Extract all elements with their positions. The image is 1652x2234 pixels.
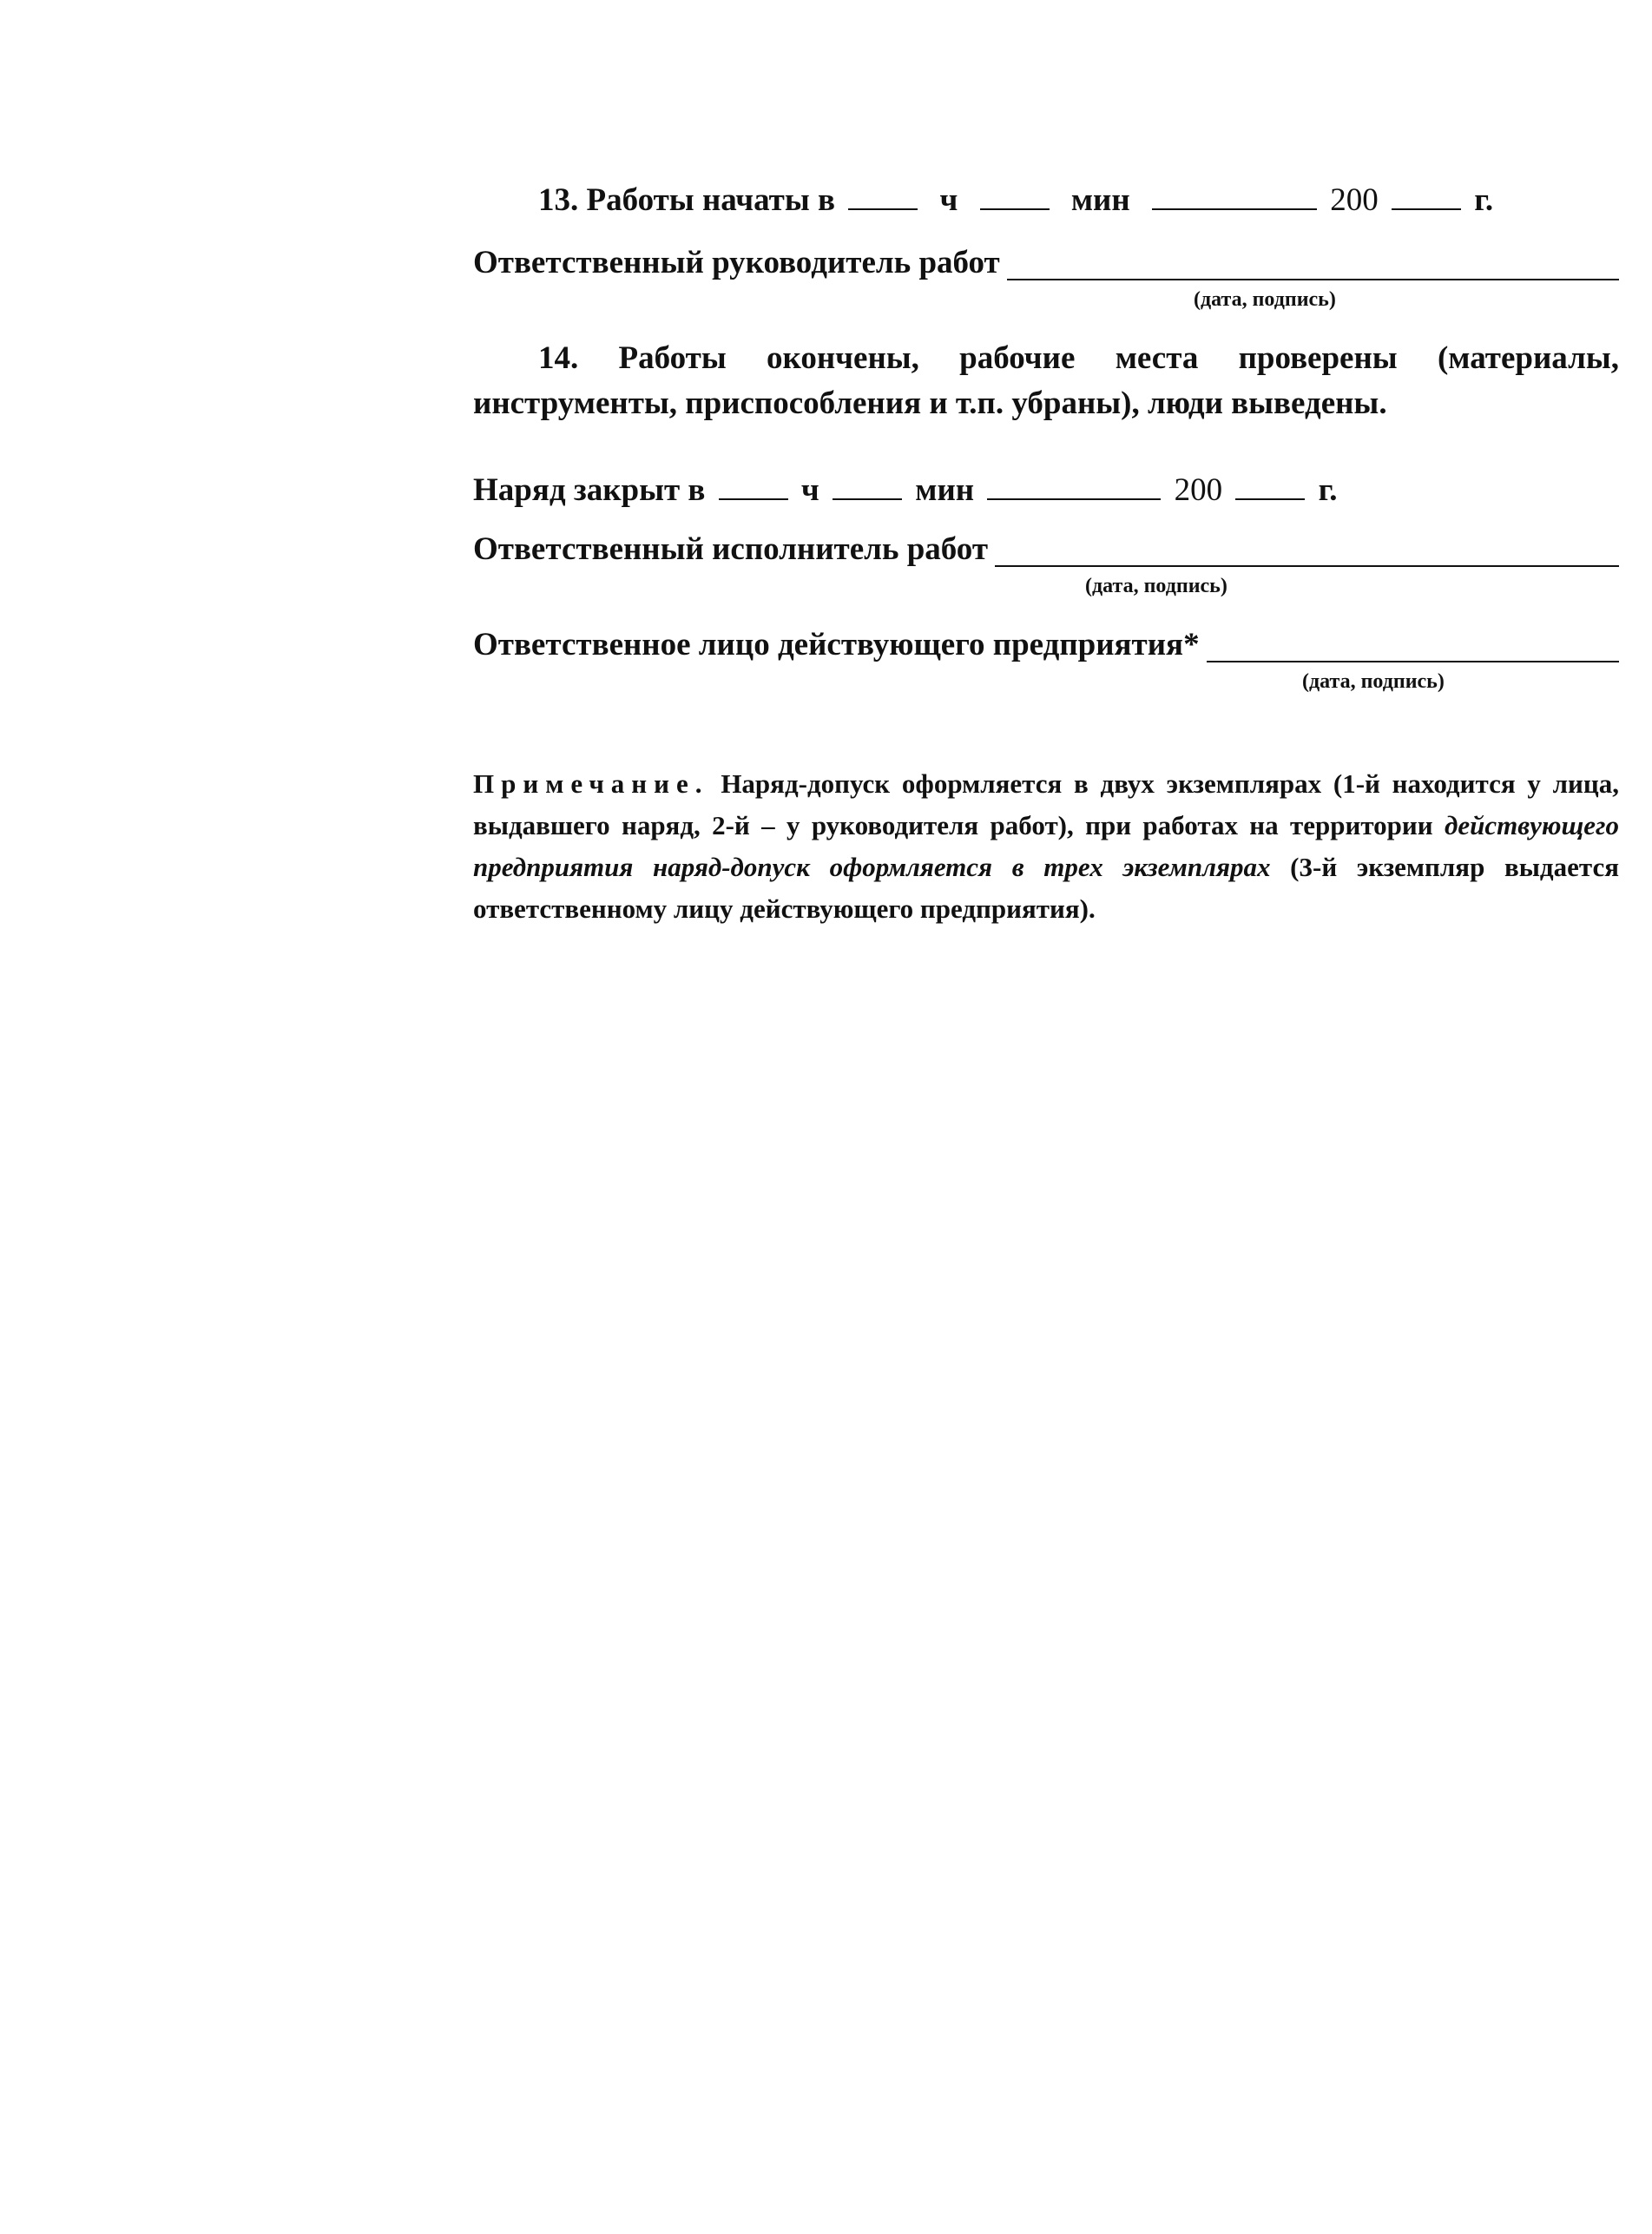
closed-hours-unit: ч [800,472,819,508]
item13-date-field[interactable] [1152,181,1317,210]
item14-paragraph: 14. Работы окончены, рабочие места проверены (материалы, инструменты, приспособления и т.п. убраны), люди выведены. [473,340,1619,421]
enterprise-signature-caption: (дата, подпись) [1302,670,1445,693]
item13-year-suffix: г. [1474,182,1494,218]
note-label: Примечание. [473,768,709,799]
item13-year-prefix: 200 [1330,182,1379,218]
item13-signature-field[interactable] [1007,251,1619,280]
item13-minutes-unit: мин [1070,182,1130,218]
item13-signature-row [473,241,1619,286]
enterprise-signature-label: Ответственное лицо действующего предприятия* [473,627,1200,662]
item13-year-field[interactable] [1392,181,1461,210]
closed-minutes-field[interactable] [833,471,902,500]
item13-prefix: 13. Работы начаты в [538,182,835,218]
closed-date-field[interactable] [987,471,1161,500]
permit-page [473,178,1619,930]
item13-minutes-field[interactable] [980,181,1050,210]
enterprise-signature-row [473,623,1619,668]
executor-signature-caption: (дата, подпись) [1085,575,1227,597]
note-paragraph [473,763,1619,930]
closed-year-suffix: г. [1318,472,1338,508]
executor-signature-label: Ответственный исполнитель работ [473,531,988,567]
closed-minutes-unit: мин [915,472,975,508]
closed-hours-field[interactable] [719,471,788,500]
item13-hours-unit: ч [939,182,958,218]
executor-signature-row [473,527,1619,572]
item13-line [473,178,1619,223]
note-text-italic: действующего предприятия наряд-допуск оформляется в трех экземплярах [473,810,1619,882]
closed-prefix: Наряд закрыт в [473,472,706,508]
note-text-1: Наряд-допуск оформляется в двух экземплярах (1-й находится у лица, выдавшего наряд, 2-й – у руководителя работ), при работах на территории [473,768,1619,840]
enterprise-signature-field[interactable] [1207,633,1619,662]
item13-signature-label: Ответственный руководитель работ [473,245,1000,280]
closed-year-field[interactable] [1235,471,1305,500]
item13-hours-field[interactable] [848,181,918,210]
note-text-2: (3-й экземпляр выдается ответственному лицу действующего предприятия). [473,852,1620,924]
executor-signature-field[interactable] [995,537,1619,567]
closed-year-prefix: 200 [1174,472,1223,508]
closed-line [473,468,1619,513]
item13-signature-caption: (дата, подпись) [1194,288,1336,311]
